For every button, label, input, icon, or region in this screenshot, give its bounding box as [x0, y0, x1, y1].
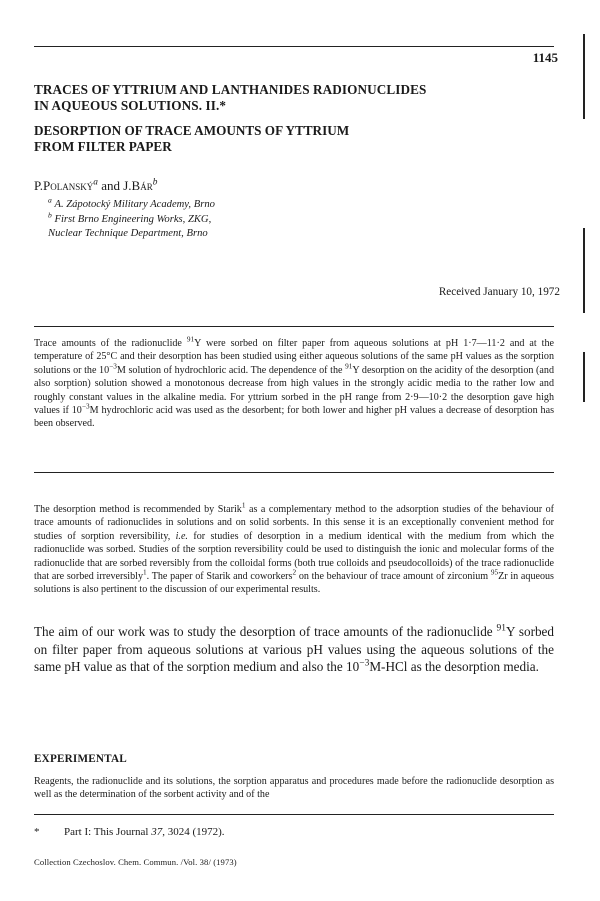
- affiliation-a-mark: a: [48, 195, 52, 205]
- paper-subtitle: [34, 123, 554, 155]
- affiliation-a-text: A. Zápotocký Military Academy, Brno: [54, 199, 215, 210]
- affiliation-b-line-1: First Brno Engineering Works, ZKG,: [54, 214, 212, 225]
- authors: [34, 178, 157, 194]
- margin-bar-bottom: [583, 352, 585, 402]
- abstract-top-rule: [34, 326, 554, 327]
- header-rule: [34, 46, 554, 47]
- section-heading-experimental: EXPERIMENTAL: [34, 753, 127, 765]
- intro-paragraph: The desorption method is recommended by Starik$^1$ as a complementary method to the adsorption studies of the behaviour of trace amounts of radionuclides in solutions and on solid sorbents. In this sense it is an exceptionally convenient method for studies of sorption reversibility, i.e. for studies of desorption in a medium identical with the medium from which the radionuclide was sorbed. Studies of the sorption reversibility could be used to distinguish the ionic and molecular forms of the radionuclide that are sorbed reversibly from the colloidal forms (both true colloids and pseudocolloids) of the trace radionuclide that are sorbed irreversibly$^1$. The paper of Starik and coworkers$^2$ on the behaviour of trace amount of zirconium $^{95}$Zr in aqueous solutions is also pertinent to the discussion of our experimental results.: [34, 501, 554, 596]
- footnote-rule: [34, 814, 554, 815]
- subtitle-line-2: FROM FILTER PAPER: [34, 139, 172, 154]
- footnote: [34, 826, 225, 838]
- author-2: J.Bár: [123, 178, 153, 193]
- author-1: P.Polanský: [34, 178, 94, 193]
- title-line-2: IN AQUEOUS SOLUTIONS. II.*: [34, 98, 227, 113]
- author-1-mark: a: [93, 177, 98, 188]
- subtitle-line-1: DESORPTION OF TRACE AMOUNTS OF YTTRIUM: [34, 123, 350, 138]
- experimental-paragraph: Reagents, the radionuclide and its solutions, the sorption apparatus and procedures made before the radionuclide desorption as well as the determination of the sorbent activity and of the: [34, 776, 554, 801]
- margin-bar-top: [583, 34, 585, 119]
- title-line-1: TRACES OF YTTRIUM AND LANTHANIDES RADIONUCLIDES: [34, 82, 427, 97]
- aim-paragraph: The aim of our work was to study the desorption of trace amounts of the radionuclide $^{91}$Y sorbed on filter paper from aqueous solutions at various pH values using the aqueous solutions of the same pH value as that of the sorption medium and also the $10^{-3}M$-HCl as the desorption media.: [34, 623, 554, 675]
- abstract: Trace amounts of the radionuclide $^{91}$Y were sorbed on filter paper from aqueous solutions at pH 1·7—11·2 and at the temperature of 25°C and their desorption has been studied using either aqueous solutions of the same pH values as the sorption solutions or the $10^{-3}M$ solution of hydrochloric acid. The dependence of the $^{91}$Y desorption on the acidity of the desorption (and also sorption) solution showed a monotonous decrease from high values in the strongly acidic media to the rather low and roughly constant values in the alkaline media. For yttrium sorbed in the pH range from 2·9—10·2 the desorption gave high values if $10^{-3}M$ hydrochloric acid was used as the desorbent; for both lower and higher pH values a decrease of desorption has been observed.: [34, 335, 555, 430]
- author-conjunction: and: [97, 178, 124, 193]
- affiliation-b: [48, 210, 212, 241]
- footnote-marker: *: [34, 826, 40, 838]
- author-2-mark: b: [152, 177, 158, 188]
- affiliation-b-mark: b: [48, 210, 52, 220]
- footnote-text: Part I: This Journal 37, 3024 (1972).: [64, 826, 225, 838]
- affiliation-b-line-2: Nuclear Technique Department, Brno: [48, 228, 208, 239]
- margin-bar-middle: [583, 228, 585, 313]
- page-number: 1145: [532, 50, 558, 65]
- paper-title: [34, 82, 554, 114]
- affiliation-a: [48, 195, 215, 212]
- journal-footer: Collection Czechoslov. Chem. Commun. /Vol. 38/ (1973): [34, 857, 237, 867]
- abstract-bottom-rule: [34, 472, 554, 473]
- received-date: Received January 10, 1972: [438, 286, 560, 298]
